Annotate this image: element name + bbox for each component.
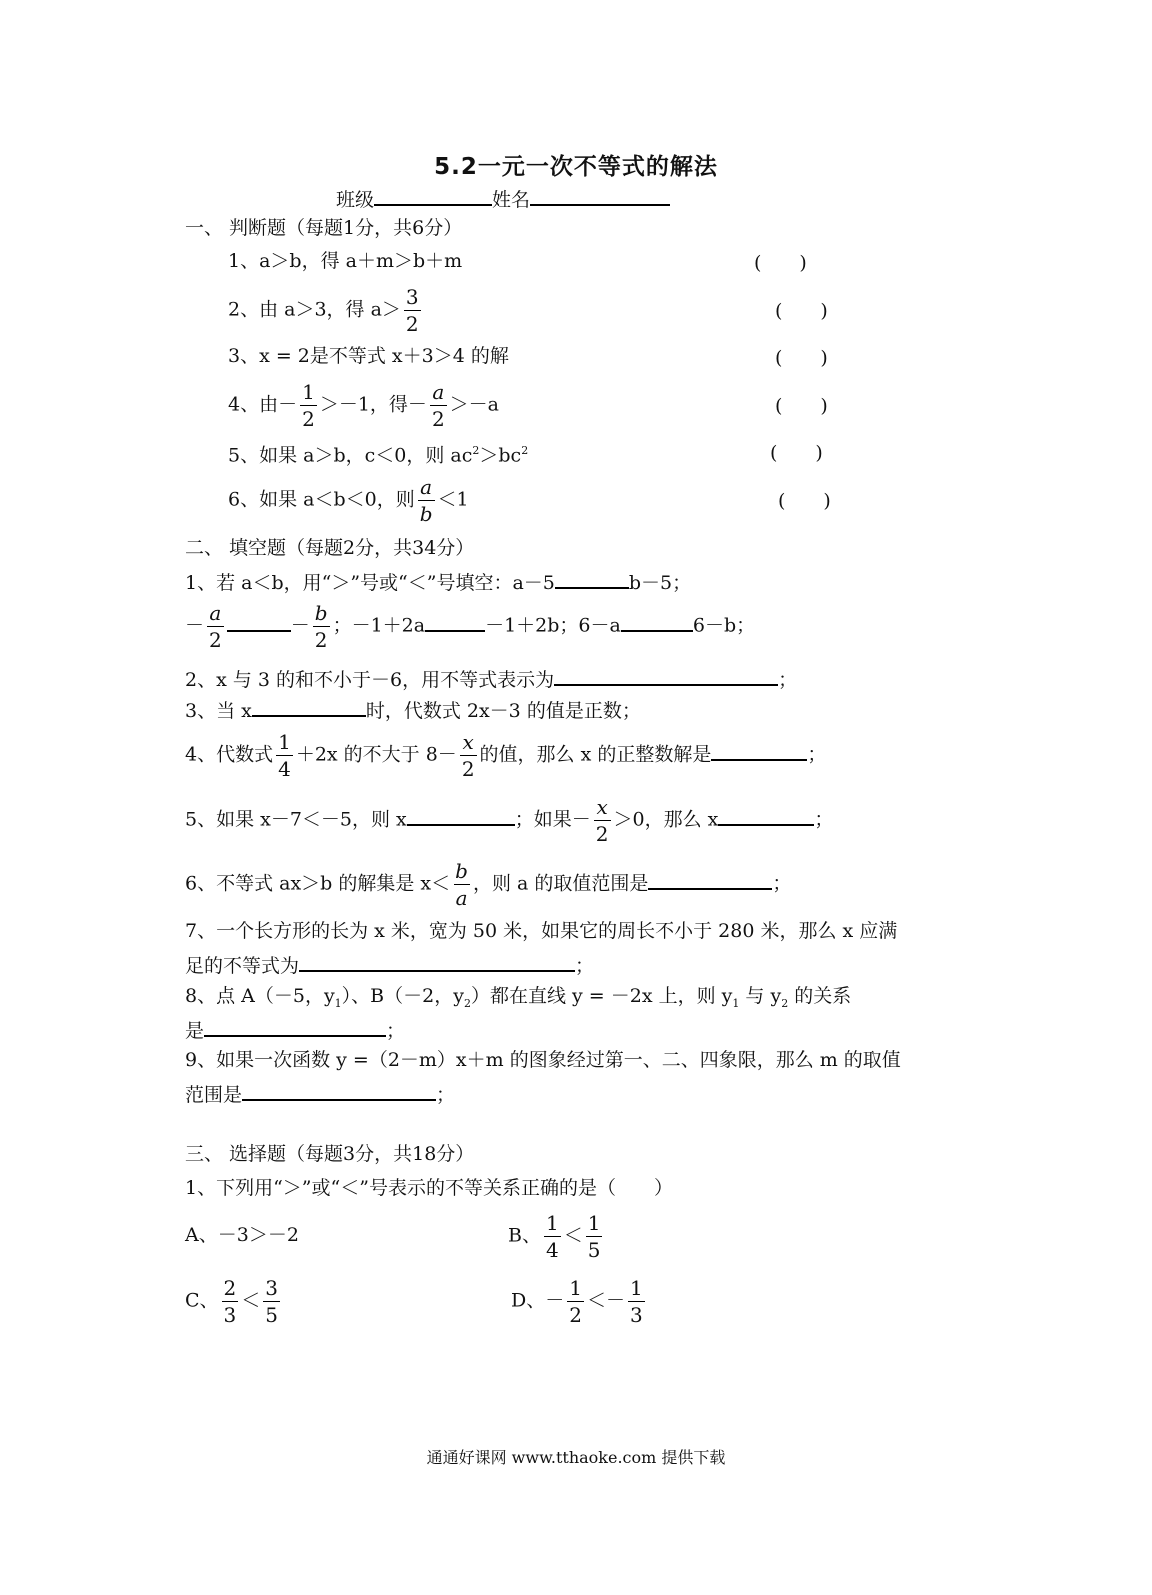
item-number: 1、 [228, 250, 260, 272]
section3-heading: 三、 选择题（每题3分，共18分） [185, 1143, 475, 1165]
question-text: ； [807, 743, 827, 766]
fraction [263, 1277, 280, 1326]
question-text: 足的不等式为 [185, 955, 300, 977]
class-label: 班级 [336, 189, 375, 211]
question-text: ； [386, 1020, 406, 1042]
fraction [544, 1212, 561, 1261]
numerator: 1 [569, 1276, 582, 1300]
item-text: 由－ [259, 393, 298, 416]
question-text: － [290, 614, 310, 637]
option-text: － [545, 1289, 565, 1312]
fill-q9-line2 [185, 1079, 455, 1108]
fraction [300, 381, 317, 430]
choice-q1: 1、下列用“＞”或“＜”号表示的不等关系正确的是（ ） [185, 1177, 673, 1199]
fraction [453, 860, 470, 909]
answer-blank[interactable] [711, 739, 807, 761]
answer-paren-5[interactable]: ( ) [770, 442, 823, 464]
question-text: 8、点 A（－5，y [185, 985, 335, 1007]
answer-blank[interactable] [204, 1015, 386, 1037]
item-text: a＞b，得 a＋m＞b＋m [259, 250, 463, 272]
denominator: 5 [587, 1238, 601, 1262]
fill-q1-line1 [185, 567, 691, 596]
option-a[interactable] [185, 1222, 299, 1248]
answer-blank[interactable] [648, 868, 772, 890]
question-text: ；如果－ [514, 808, 591, 831]
option-text: ＜ [563, 1224, 583, 1247]
item-text: x = 2是不等式 x＋3＞4 的解 [259, 345, 509, 367]
answer-blank[interactable] [299, 950, 575, 972]
fill-q2 [185, 664, 797, 693]
answer-blank[interactable] [621, 610, 693, 632]
item-number: 4、 [228, 393, 260, 416]
fill-q1-line2 [185, 602, 755, 651]
judge-item-6 [228, 476, 469, 525]
item-text: ＞－1，得－ [319, 393, 427, 416]
answer-blank[interactable] [227, 610, 291, 632]
fraction [586, 1212, 603, 1261]
fraction [594, 796, 611, 845]
item-text: 如果 a＜b＜0，则 [259, 488, 415, 511]
fraction [430, 381, 447, 430]
fraction [628, 1277, 645, 1326]
question-text: ； [778, 669, 798, 691]
denominator: 2 [302, 407, 315, 431]
question-text: ； [772, 872, 792, 895]
answer-paren-3[interactable]: ( ) [775, 347, 828, 369]
question-text: ； [436, 1084, 456, 1106]
numerator: a [420, 475, 433, 499]
answer-blank[interactable] [242, 1079, 436, 1101]
fill-q6 [185, 860, 791, 909]
answer-blank[interactable] [554, 664, 778, 686]
fill-q9-line1: 9、如果一次函数 y =（2－m）x＋m 的图象经过第一、二、四象限，那么 m 的取值 [185, 1049, 901, 1071]
fill-q3 [185, 695, 641, 724]
denominator: 2 [569, 1303, 582, 1327]
denominator: 4 [278, 757, 291, 781]
answer-paren-6[interactable]: ( ) [778, 490, 831, 512]
item-text: ＞－a [449, 393, 499, 416]
question-text: 3、当 x [185, 700, 252, 722]
question-text: 2、x 与 3 的和不小于－6，用不等式表示为 [185, 669, 555, 691]
fraction [567, 1277, 584, 1326]
fraction [404, 286, 421, 335]
question-text: ； [814, 808, 834, 831]
answer-paren-1[interactable]: ( ) [754, 252, 807, 274]
denominator: 2 [209, 628, 222, 652]
denominator: 2 [595, 822, 609, 846]
numerator: 1 [302, 380, 315, 404]
name-label: 姓名 [492, 189, 531, 211]
fraction [207, 602, 224, 651]
numerator: b [455, 859, 468, 883]
option-label: C、 [185, 1289, 219, 1312]
fill-q5 [185, 796, 833, 845]
section2-heading: 二、 填空题（每题2分，共34分） [185, 537, 475, 559]
judge-item-2 [228, 286, 424, 335]
exponent: 2 [521, 444, 529, 457]
subscript: 1 [732, 996, 740, 1010]
question-text: ）、B（－2，y [341, 985, 464, 1007]
judge-item-1 [228, 248, 462, 274]
question-text: ； [575, 955, 595, 977]
exponent: 2 [472, 444, 480, 457]
numerator: 1 [630, 1276, 643, 1300]
option-text: －3＞－2 [217, 1224, 299, 1246]
item-number: 3、 [228, 345, 260, 367]
question-text: － [185, 614, 205, 637]
judge-item-3 [228, 343, 509, 369]
numerator: 1 [587, 1211, 601, 1235]
student-info [336, 184, 670, 213]
name-blank[interactable] [530, 184, 670, 206]
question-text: 时，代数式 2x－3 的值是正数； [365, 700, 641, 722]
question-text: 6、不等式 ax＞b 的解集是 x＜ [185, 872, 451, 895]
subscript: 1 [334, 996, 342, 1010]
denominator: 5 [265, 1303, 279, 1327]
answer-paren-4[interactable]: ( ) [775, 395, 828, 417]
item-text: ＞bc [479, 444, 522, 467]
question-text: ，则 a 的取值范围是 [472, 872, 649, 895]
class-blank[interactable] [374, 184, 492, 206]
answer-paren-2[interactable]: ( ) [775, 300, 828, 322]
question-text: 5、如果 x－7＜－5，则 x [185, 808, 407, 831]
numerator: 3 [265, 1276, 279, 1300]
denominator: a [455, 886, 468, 910]
numerator: a [209, 601, 222, 625]
item-text: 由 a＞3，得 a＞ [259, 298, 401, 321]
option-label: D、 [511, 1289, 546, 1312]
option-c[interactable] [185, 1277, 283, 1326]
question-text: b－5； [628, 572, 692, 594]
fraction [276, 731, 293, 780]
question-text: 6－b； [692, 614, 756, 637]
question-text: 1、若 a＜b，用“＞”号或“＜”号填空：a－5 [185, 572, 555, 594]
item-number: 2、 [228, 298, 260, 321]
fill-q8-line1 [185, 983, 851, 1017]
subscript: 2 [463, 996, 471, 1010]
fraction [222, 1277, 239, 1326]
judge-item-4 [228, 381, 499, 430]
fill-q7-line1: 7、一个长方形的长为 x 米，宽为 50 米，如果它的周长不小于 280 米，那么 x 应满 [185, 920, 898, 942]
fraction [460, 731, 477, 780]
question-text: 的关系 [788, 985, 852, 1007]
option-text: ＜－ [586, 1289, 625, 1312]
denominator: 3 [630, 1303, 643, 1327]
answer-blank[interactable] [407, 804, 515, 826]
item-text: ＜1 [437, 488, 469, 511]
fill-q4 [185, 731, 826, 780]
numerator: 1 [545, 1211, 559, 1235]
question-text: ；－1＋2a [332, 614, 426, 637]
denominator: b [419, 502, 433, 526]
fraction [313, 602, 330, 651]
item-number: 6、 [228, 488, 260, 511]
question-text: 范围是 [185, 1084, 243, 1106]
fill-q8-line2 [185, 1015, 405, 1044]
question-text: 是 [185, 1020, 205, 1042]
option-d[interactable] [511, 1277, 648, 1326]
numerator: 2 [223, 1276, 237, 1300]
section1-heading: 一、 判断题（每题1分，共6分） [185, 217, 463, 239]
denominator: 4 [545, 1238, 559, 1262]
denominator: 2 [461, 757, 475, 781]
denominator: 2 [431, 407, 445, 431]
denominator: 2 [405, 312, 419, 336]
question-text: ）都在直线 y = －2x 上，则 y [470, 985, 733, 1007]
answer-blank[interactable] [252, 695, 366, 717]
item-text: 如果 a＞b，c＜0，则 ac [259, 444, 473, 467]
numerator: a [432, 380, 445, 404]
question-text: ＋2x 的不大于 8－ [295, 743, 457, 766]
fill-q7-line2 [185, 950, 594, 979]
question-text: ＞0，那么 x [613, 808, 719, 831]
page-footer: 通通好课网 www.tthaoke.com 提供下载 [426, 1448, 726, 1467]
question-text: －1＋2b；6－a [485, 614, 621, 637]
subscript: 2 [781, 996, 789, 1010]
question-text: 4、代数式 [185, 743, 274, 766]
answer-blank[interactable] [718, 804, 814, 826]
page-title: 5.2一元一次不等式的解法 [434, 154, 718, 180]
option-label: B、 [508, 1224, 541, 1247]
option-b[interactable] [508, 1212, 605, 1261]
numerator: 3 [405, 285, 419, 309]
numerator: b [314, 601, 328, 625]
answer-blank[interactable] [555, 567, 629, 589]
numerator: x [462, 730, 474, 754]
question-text: 与 y [739, 985, 782, 1007]
numerator: 1 [278, 730, 291, 754]
answer-blank[interactable] [425, 610, 485, 632]
numerator: x [596, 795, 608, 819]
option-text: ＜ [241, 1289, 261, 1312]
denominator: 3 [223, 1303, 237, 1327]
fraction [418, 476, 435, 525]
denominator: 2 [314, 628, 328, 652]
item-number: 5、 [228, 444, 260, 467]
option-label: A、 [185, 1224, 218, 1246]
judge-item-5 [228, 438, 528, 468]
question-text: 的值，那么 x 的正整数解是 [479, 743, 712, 766]
